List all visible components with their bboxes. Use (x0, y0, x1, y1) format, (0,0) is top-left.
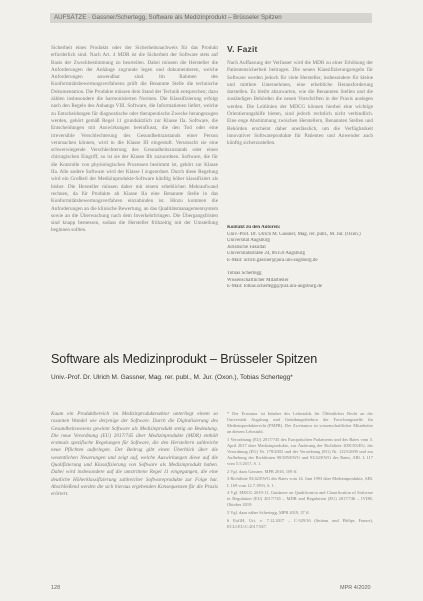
footnote: 5 Vgl. dazu näher Schertegg, MPR 2019, 37 ff. (227, 509, 310, 515)
body-text-left-top: Sicherheit eines Produkts oder der Sicherheitsnachweis für das Produkt erforderlich sind. Nach Art. 4 MDR ist die Sicherheit der Software stets auf Basis der Zweckbestimmung zu beurteilen. Dabei müssen die Hersteller die Anforderungen der Anhänge zugrunde legen und dokumentieren, welche Anforderungen anwendbar sind. Im Rahmen des Konformitätsbewertungsverfahrens prüft die Benannte Stelle die technische Dokumentation. Die Produkte müssen dem Stand der Technik entsprechen; dazu zählen insbesondere die harmonisierten Normen. Die Klassifizierung erfolgt nach den Regeln des Anhangs VIII. Software, die Informationen liefert, welche zu Entscheidungen für diagnostische oder therapeutische Zwecke herangezogen werden, gehört gemäß Regel 11 grundsätzlich zur Klasse IIa. Software, die Entscheidungen mit Auswirkungen beeinflusst, die den Tod oder eine irreversible Verschlechterung des Gesundheitszustands einer Person verursachen können, wird in die Klasse III eingestuft. Verursacht sie eine schwerwiegende Verschlechterung des Gesundheitszustands oder einen chirurgischen Eingriff, so ist sie der Klasse IIb zuzuordnen. Software, die für die Kontrolle von physiologischen Prozessen bestimmt ist, gehört zur Klasse IIa. Alle andere Software wird der Klasse I zugeordnet. Durch diese Regelung wird ein Großteil der Medizinprodukte-Software künftig höher klassifiziert als bisher. Die Hersteller müssen daher mit einem erheblichen Mehraufwand rechnen, da für Produkte ab Klasse IIa eine Benannte Stelle in das Konformitätsbewertungsverfahren einzubinden ist. Hinzu kommen die Anforderungen an die klinische Bewertung, an das Qualitätsmanagementsystem sowie an die Überwachung nach dem Inverkehrbringen. Die Übergangsfristen sind knapp bemessen, sodass die Hersteller frühzeitig mit der Umstellung beginnen sollten. (51, 45, 218, 234)
footnote: 3 Richtlinie 93/42/EWG des Rates vom 14. Juni 1993 über Medizinprodukte, ABl. L 169 vom 12.7.1993, S. 1. (227, 476, 373, 488)
footnote: 1 Verordnung (EU) 2017/745 des Europäischen Parlaments und des Rates vom 5. April 2017 über Medizinprodukte, zur Änderung der Richtlinie 2001/83/EG, der Verordnung (EG) Nr. 178/2002 und der Verordnung (EG) Nr. 1223/2009 und zur Aufhebung der Richtlinien 90/385/EWG und 93/42/EWG des Rates, ABl. L 117 vom 5.5.2017, S. 1. (227, 436, 373, 467)
footnote: 2 Vgl. dazu Gassner, MPR 2016, 109 ff. (227, 468, 298, 474)
article-authors: Univ.-Prof. Dr. Ulrich M. Gassner, Mag. rer. publ., M. Jur. (Oxon.), Tobias Schertegg* (51, 374, 293, 381)
contact-line: Juristische Fakultät (227, 244, 266, 250)
journal-issue: MPR 4/2020 (340, 585, 371, 591)
contact-label: Kontakt zu den Autoren: (227, 225, 281, 230)
section-heading-fazit: V. Fazit (227, 44, 258, 54)
running-header: AUFSÄTZE · Gassner/Schertegg, Software als Medizinprodukt – Brüsseler Spitzen (54, 14, 282, 21)
footnote: * Der Erstautor ist Inhaber des Lehrstuhls für Öffentliches Recht an der Universität Augsburg und Gründungsdirektor der Forschungsstelle für Medizinprodukterecht (FMPR). Der Zweitautor ist wissenschaftlicher Mitarbeiter an diesem Lehrstuhl. (227, 411, 373, 435)
body-text-right-top: Nach Auffassung der Verfasser wird die MDR zu einer Erhöhung der Patientensicherheit beitragen. Die neuen Klassifizierungsregeln für Software werden jedoch für viele Hersteller, insbesondere für kleine und mittlere Unternehmen, eine erhebliche Herausforderung darstellen. Es bleibt abzuwarten, wie die Benannten Stellen und die zuständigen Behörden die neuen Vorschriften in der Praxis auslegen werden. Die Leitlinien der MDCG können hierbei eine wichtige Orientierungshilfe bieten, sind jedoch rechtlich nicht verbindlich. Eine enge Abstimmung zwischen Herstellern, Benannten Stellen und Behörden erscheint daher unerlässlich, um die Verfügbarkeit innovativer Softwareprodukte für Patienten und Anwender auch künftig sicherzustellen. (227, 60, 373, 147)
contact-email[interactable]: E-Mail: tobias.schertegg@jura.uni-augsburg.de (227, 284, 323, 290)
page-number: 128 (51, 585, 61, 591)
contact-line: Wissenschaftlicher Mitarbeiter (227, 277, 289, 283)
author-contact-block (227, 225, 373, 291)
contact-line: Univ.-Prof. Dr. Ulrich M. Gassner, Mag. rer. publ., M. Jur. (Oxon.) (227, 231, 361, 237)
contact-line: Tobias Schertegg (227, 271, 262, 277)
footnote: 4 Vgl. MDCG 2019-11, Guidance on Qualification and Classification of Software in Regulation (EU) 2017/745 – MDR and Regulation (EU) 2017/746 – IVDR, Oktober 2019. (227, 490, 373, 508)
contact-email[interactable]: E-Mail: ulrich.gassner@jura.uni-augsburg.de (227, 257, 318, 263)
footnotes-column (227, 411, 373, 571)
footnote: 6 EuGH, Urt. v. 7.12.2017 – C-329/16 (Snitem und Philips France), ECLI:EU:C:2017:947. (227, 517, 373, 529)
article-title: Software als Medizinprodukt – Brüsseler Spitzen (51, 352, 318, 366)
article-intro-text: Kaum ein Produktbereich im Medizinproduktesektor unterliegt einem so rasanten Wandel wie derjenige der Software. Durch die Digitalisierung des Gesundheitswesens gewinnt Software als Medizinprodukt stetig an Bedeutung. Die neue Verordnung (EU) 2017/745 über Medizinprodukte (MDR) enthält erstmals spezifische Regelungen für Software, die den Herstellern zahlreiche neue Pflichten auferlegen. Der Beitrag gibt einen Überblick über die wesentlichen Neuerungen und zeigt auf, welche Auswirkungen diese auf die Qualifizierung und Klassifizierung von Software als Medizinprodukt haben. Dabei wird insbesondere auf die umstrittene Regel 11 eingegangen, die eine deutliche Höherklassifizierung zahlreicher Softwareprodukte zur Folge hat. Abschließend werden die sich hieraus ergebenden Konsequenzen für die Praxis erörtert. (51, 411, 218, 498)
contact-line: Universität Augsburg (227, 238, 270, 244)
contact-line (227, 265, 373, 272)
contact-line: Universitätsstraße 24, 86159 Augsburg (227, 251, 305, 257)
